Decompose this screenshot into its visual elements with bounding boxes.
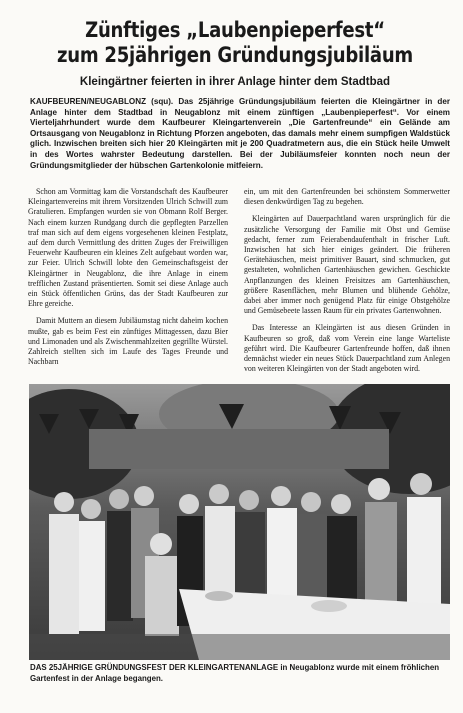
body-paragraph: Das Interesse an Kleingärten ist aus diesen Gründen in Kaufbeuren so groß, daß vom Verein eine lange Warteliste geführt wird. Die Kaufbeurer Gartenfreunde hoffen, daß ihnen demnächst wieder ein neues Stück Dauerpachtland zum Anlegen von weiteren Kleingärten von der Stadt angeboten wird. [244,323,450,374]
caption-rest: in Neugablonz wurde mit einem fröhlichen Gartenfest in der Anlage begangen. [30,663,440,683]
dateline: KAUFBEUREN/NEUGABLONZ (squ). [30,97,174,106]
lead-text: Das 25jährige Gründungsjubiläum feierten die Kleingärtner in der Anlage hinter dem Stadtbad in Neugablonz mit einem zünftigen „Laubenpieperfest“. Vor einem Vierteljahrhundert wurde dem Kaufbeurer Kleingartenverein „Die Gartenfreunde“ ein Gelände am Ortsausgang von Neugablonz in Richtung Pforzen angeboten, das damals mehr einem sumpfigen Waldstück glich. Inzwischen breiten sich hier 20 Kleingärten mit je 200 Quadratmetern aus, die ein Stück heile Umwelt in des Wortes wahrster Bedeutung darstellen. Bei der Jubiläumsfeier konnten noch neun der Gründungsmitglieder der hübschen Gartenkolonie mitfeiern. [30,97,450,170]
lead-paragraph [30,97,450,171]
photo-caption [30,663,450,684]
headline [50,18,420,68]
body-column-left [28,187,228,374]
body-paragraph: ein, um mit den Gartenfreunden bei schönstem Sommerwetter diesen denkwürdigen Tag zu begehen. [244,187,450,207]
body-paragraph: Kleingärten auf Dauerpachtland waren ursprünglich für die zusätzliche Versorgung der Familie mit Obst und Gemüse gedacht, ferner zum Feierabendaufenthalt in frischer Luft. Inzwischen hat sich hier einiges geändert. Die früheren Gerätehäuschen, meist primitiver Bauart, sind schmucken, gut gestalteten, wohnlichen Gartenhäuschen gewichen. Geschickte Anpflanzungen des kleinen Freisitzes am Gartenhäuschen, größere Rasenflächen, mehr Blumen und blühende Gehölze, dabei aber immer noch genügend Platz für einige Obstgehölze und Gemüsebeete lassen Raum für ein privates Gartenwohnen. [244,214,450,316]
body-paragraph: Damit Muttern an diesem Jubiläumstag nicht daheim kochen mußte, gab es beim Fest ein zünftiges Mittagessen, dazu Bier und Limonaden und als Zwischenmahlzeiten gegrillte Würstel. Zahlreich stellten sich im Laufe des Tages Freunde und Nachbarn [28,316,228,367]
subheadline: Kleingärtner feierten in ihrer Anlage hinter dem Stadtbad [79,76,391,88]
group-photo-image [29,384,450,660]
body-column-right [244,187,450,381]
body-paragraph: Schon am Vormittag kam die Vorstandschaft des Kaufbeurer Kleingartenvereins mit ihrem Vorsitzenden Ulrich Schwill zum Gratulieren. Empfangen wurden sie von Obmann Rolf Berger. Nach einem kurzen Rundgang durch die gepflegten Parzellen traf man sich auf dem eigens vorgesehenen kleinen Festplatz, auf dem durch Vermittlung des dritten Zuges der Freiwilligen Feuerwehr Kaufbeuren ein kleines Zelt aufgebaut worden war, zur Feier. Ulrich Schwill lobte den Gemeinschaftsgeist der Kleingärtner in Neugablonz, die ihre Anlage in einem trefflichen Zustand präsentierten. Somit sei diese Anlage auch ein Stück öffentlichen Grüns, das der Stadt Kaufbeuren zur Ehre gereiche. [28,187,228,309]
caption-lead: DAS 25JÄHRIGE GRÜNDUNGSFEST DER KLEINGARTENANLAGE [30,663,279,672]
headline-line-1: Zünftiges „Laubenpieperfest“ [85,18,385,42]
headline-line-2: zum 25jährigen Gründungsjubiläum [56,43,413,67]
group-photo [29,384,450,660]
